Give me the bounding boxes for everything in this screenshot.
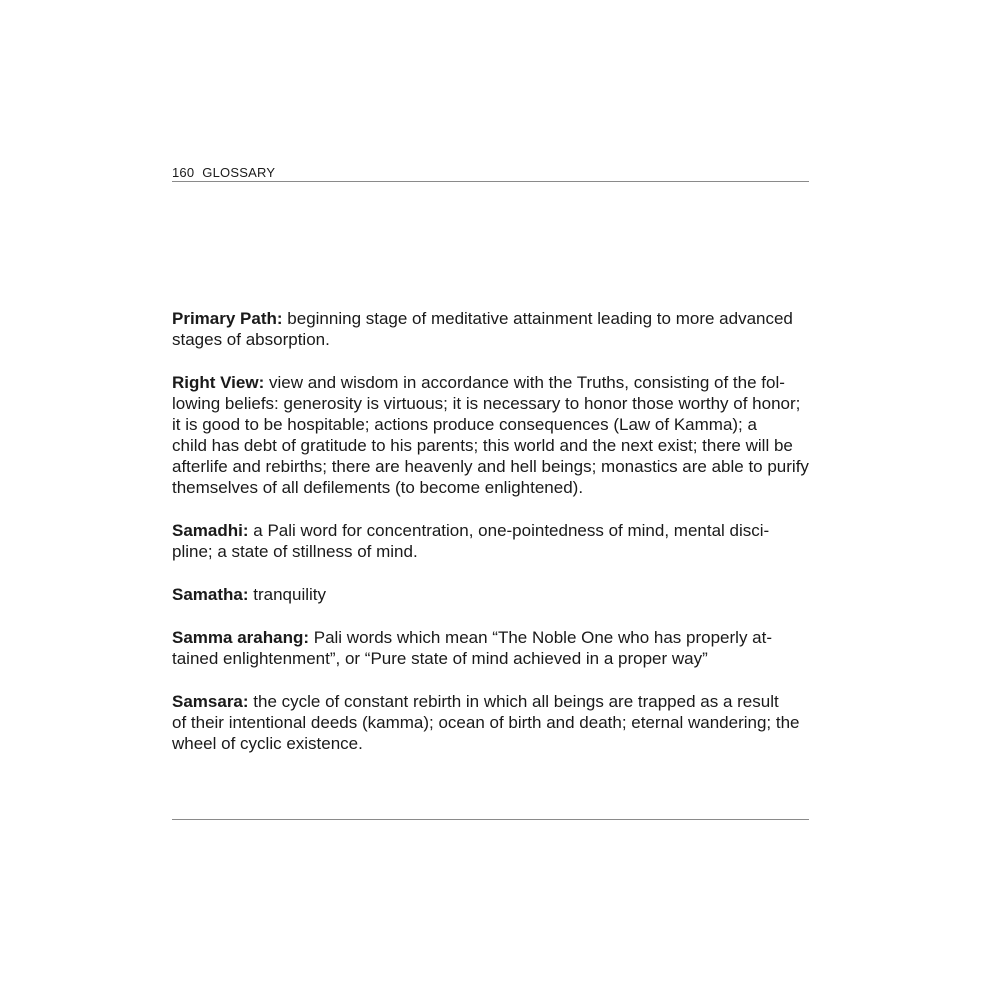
definition-text: lowing beliefs: generosity is virtuous; it is necessary to honor those worthy of honor; xyxy=(172,394,801,413)
definition-text: of their intentional deeds (kamma); ocean of birth and death; eternal wandering; the xyxy=(172,713,800,732)
entry-line xyxy=(172,584,812,605)
glossary-term: Right View: xyxy=(172,373,265,392)
page-number: 160 xyxy=(172,165,195,180)
glossary-entry-samatha xyxy=(172,584,812,605)
glossary-term: Samsara: xyxy=(172,692,249,711)
definition-text: themselves of all defilements (to become enlightened). xyxy=(172,478,584,497)
running-head xyxy=(172,165,809,182)
definition-text: tained enlightenment”, or “Pure state of mind achieved in a proper way” xyxy=(172,649,708,668)
definition-text: beginning stage of meditative attainment leading to more advanced xyxy=(287,309,793,328)
glossary-term: Samatha: xyxy=(172,585,249,604)
glossary-entries xyxy=(172,308,812,776)
glossary-entry-primary-path xyxy=(172,308,812,350)
definition-text: Pali words which mean “The Noble One who has properly at- xyxy=(313,628,773,647)
definition-text: view and wisdom in accordance with the Truths, consisting of the fol- xyxy=(268,373,785,392)
definition-text: child has debt of gratitude to his parents; this world and the next exist; there will be xyxy=(172,436,793,455)
glossary-term: Primary Path: xyxy=(172,309,283,328)
definition-text: wheel of cyclic existence. xyxy=(172,734,363,753)
section-title: GLOSSARY xyxy=(202,165,276,180)
definition-text: a Pali word for concentration, one-pointedness of mind, mental disci- xyxy=(253,521,770,540)
glossary-entry-samadhi xyxy=(172,520,812,562)
definition-text: stages of absorption. xyxy=(172,330,330,349)
entry-line xyxy=(172,691,812,712)
definition-text: it is good to be hospitable; actions produce consequences (Law of Kamma); a xyxy=(172,415,757,434)
entry-line xyxy=(172,520,812,541)
definition-text: afterlife and rebirths; there are heavenly and hell beings; monastics are able to purify xyxy=(172,457,809,476)
definition-text: pline; a state of stillness of mind. xyxy=(172,542,418,561)
glossary-term: Samma arahang: xyxy=(172,628,309,647)
entry-line xyxy=(172,627,812,648)
entry-line xyxy=(172,372,812,393)
glossary-entry-right-view xyxy=(172,372,812,498)
footer-rule xyxy=(172,819,809,820)
glossary-term: Samadhi: xyxy=(172,521,249,540)
glossary-entry-samma-arahang xyxy=(172,627,812,669)
definition-text: tranquility xyxy=(253,585,327,604)
definition-text: the cycle of constant rebirth in which all beings are trapped as a result xyxy=(253,692,779,711)
glossary-entry-samsara xyxy=(172,691,812,754)
entry-line xyxy=(172,308,812,329)
